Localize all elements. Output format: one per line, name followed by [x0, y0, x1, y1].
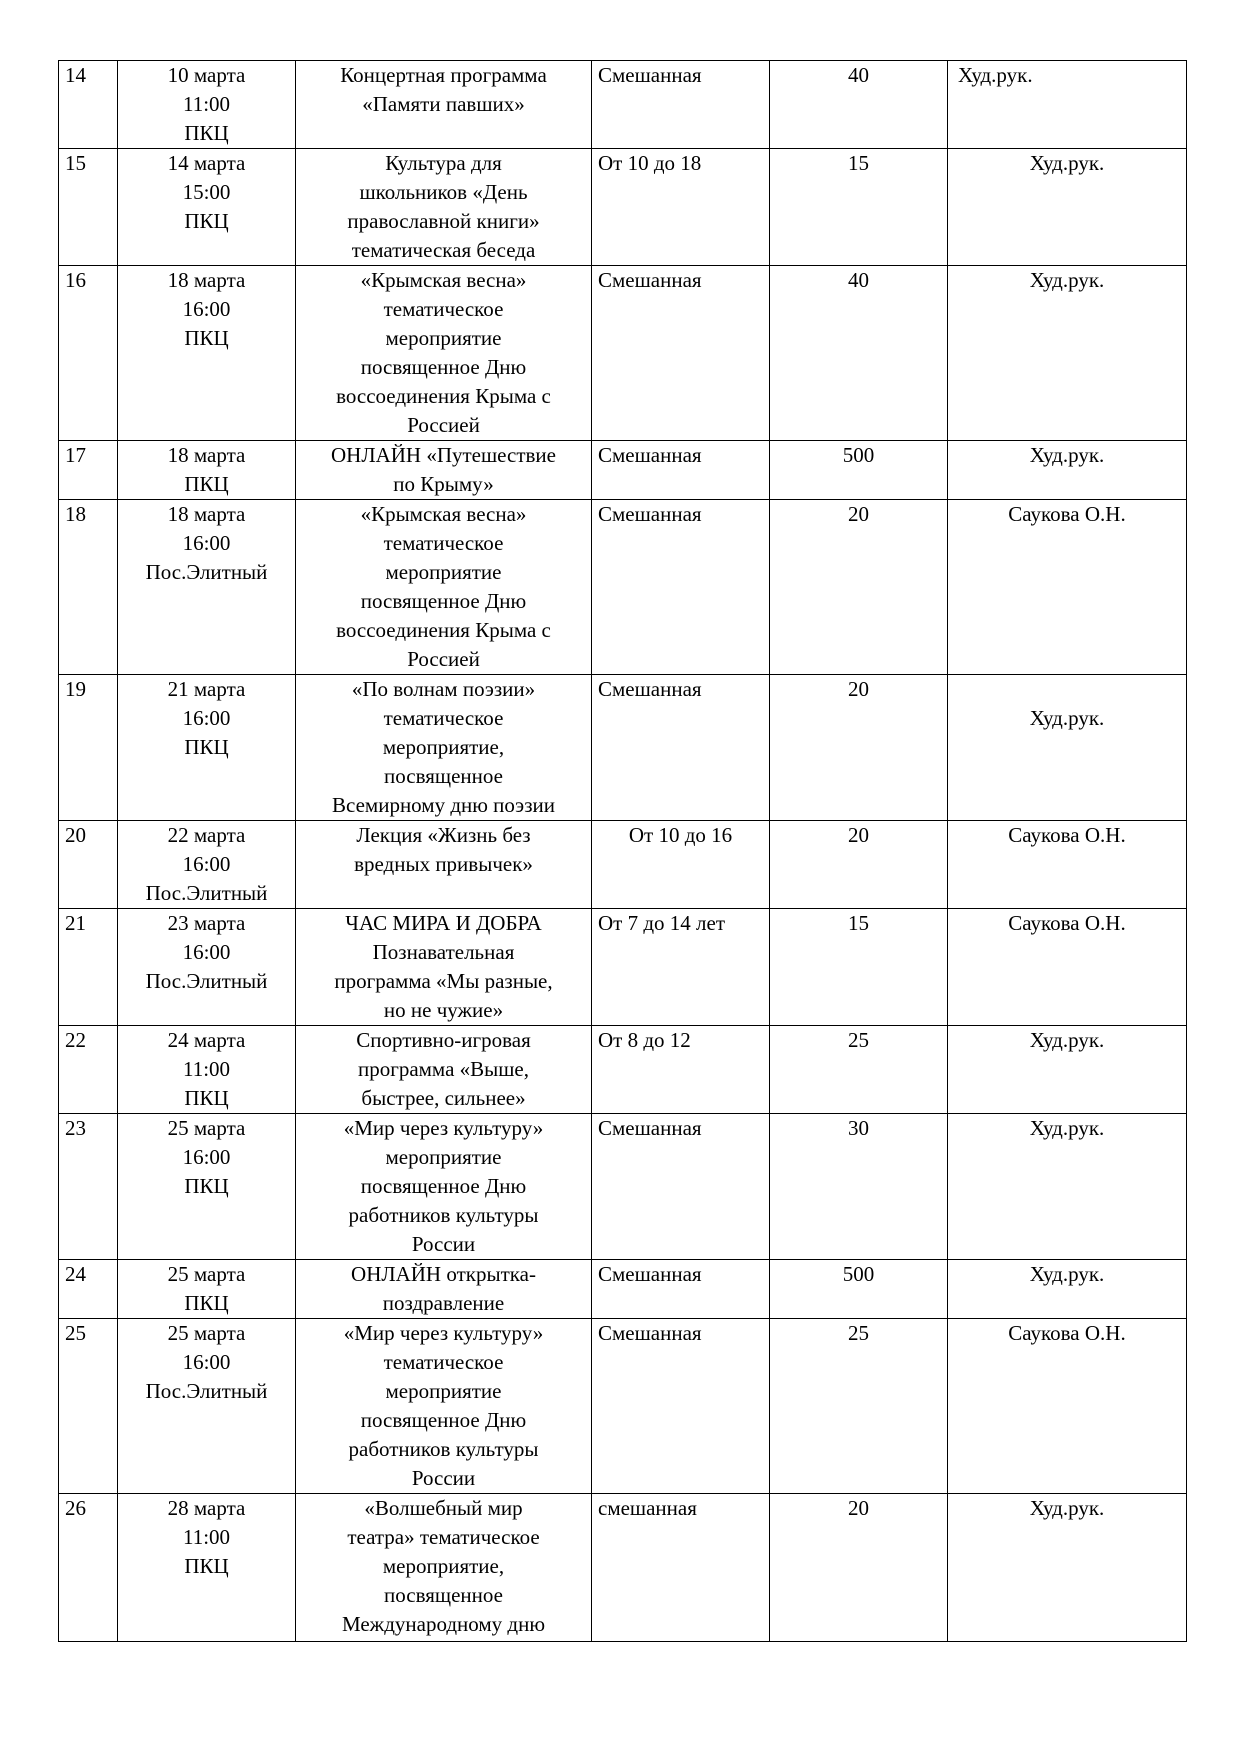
- responsible-cell: [948, 675, 1187, 821]
- date-line: Пос.Элитный: [145, 969, 268, 993]
- title-line: работников культуры: [348, 1203, 539, 1227]
- title-line: ОНЛАЙН открытка-: [351, 1262, 536, 1286]
- audience-text: От 10 до 16: [628, 823, 733, 847]
- num-text: 14: [65, 63, 86, 87]
- date-line: Пос.Элитный: [145, 1379, 268, 1403]
- row-number-cell: [59, 500, 118, 675]
- responsible-text: Саукова О.Н.: [1008, 1321, 1126, 1345]
- date-place-cell: [118, 441, 296, 500]
- title-line: «По волнам поэзии»: [351, 677, 536, 701]
- date-line: 18 марта: [167, 268, 246, 292]
- title-line: «Крымская весна»: [360, 502, 527, 526]
- responsible-cell: [948, 149, 1187, 266]
- title-line: Россией: [407, 413, 480, 437]
- audience-cell: [592, 675, 770, 821]
- title-line: быстрее, сильнее»: [361, 1086, 526, 1110]
- title-line: но не чужие»: [383, 998, 504, 1022]
- title-line: тематическое: [383, 1350, 504, 1374]
- count-text: 40: [848, 268, 869, 292]
- date-line: 14 марта: [167, 151, 246, 175]
- responsible-cell: [948, 1026, 1187, 1114]
- date-line: 16:00: [182, 852, 231, 876]
- title-line: «Памяти павших»: [362, 92, 525, 116]
- title-line: мероприятие: [385, 1145, 502, 1169]
- title-line: воссоединения Крыма с: [336, 384, 551, 408]
- title-line: Концертная программа: [340, 63, 547, 87]
- date-line: 11:00: [182, 1057, 231, 1081]
- responsible-text: Худ.рук.: [1029, 1262, 1105, 1286]
- num-text: 20: [65, 823, 86, 847]
- responsible-text: Худ.рук.: [1029, 443, 1105, 467]
- count-text: 40: [848, 63, 869, 87]
- table-row: [59, 149, 1187, 266]
- row-number-cell: [59, 266, 118, 441]
- responsible-text: Худ.рук.: [1029, 1496, 1105, 1520]
- event-title-cell: [296, 1260, 592, 1319]
- attendance-count-cell: [770, 821, 948, 909]
- title-line: посвященное Дню: [360, 589, 527, 613]
- date-line: 16:00: [182, 297, 231, 321]
- count-text: 20: [848, 1496, 869, 1520]
- event-title-cell: [296, 675, 592, 821]
- date-line: 25 марта: [167, 1262, 246, 1286]
- responsible-text: Худ.рук.: [1029, 151, 1105, 175]
- table-row: [59, 266, 1187, 441]
- title-line: тематическое: [383, 531, 504, 555]
- attendance-count-cell: [770, 266, 948, 441]
- count-text: 500: [842, 1262, 875, 1286]
- audience-text: Смешанная: [598, 1321, 702, 1345]
- title-line: мероприятие,: [382, 735, 505, 759]
- audience-cell: [592, 1114, 770, 1260]
- row-number-cell: [59, 1260, 118, 1319]
- date-line: 10 марта: [167, 63, 246, 87]
- audience-text: Смешанная: [598, 63, 702, 87]
- attendance-count-cell: [770, 1319, 948, 1494]
- audience-text: Смешанная: [598, 677, 702, 701]
- num-text: 21: [65, 911, 86, 935]
- table-row: [59, 1260, 1187, 1319]
- date-place-cell: [118, 1114, 296, 1260]
- date-line: 15:00: [182, 180, 231, 204]
- date-place-cell: [118, 1026, 296, 1114]
- title-line: программа «Выше,: [357, 1057, 530, 1081]
- responsible-text: Худ.рук.: [1029, 268, 1105, 292]
- date-place-cell: [118, 61, 296, 149]
- title-line: «Крымская весна»: [360, 268, 527, 292]
- event-title-cell: [296, 1319, 592, 1494]
- attendance-count-cell: [770, 500, 948, 675]
- title-line: «Мир через культуру»: [343, 1116, 544, 1140]
- count-text: 25: [848, 1028, 869, 1052]
- responsible-cell: [948, 500, 1187, 675]
- title-line: Россией: [407, 647, 480, 671]
- row-number-cell: [59, 675, 118, 821]
- audience-text: Смешанная: [598, 443, 702, 467]
- title-line: мероприятие: [385, 326, 502, 350]
- table-row: [59, 1026, 1187, 1114]
- events-table: [58, 60, 1187, 1642]
- responsible-cell: [948, 441, 1187, 500]
- row-number-cell: [59, 1494, 118, 1642]
- event-title-cell: [296, 500, 592, 675]
- title-line: программа «Мы разные,: [334, 969, 553, 993]
- date-line: 23 марта: [167, 911, 246, 935]
- date-line: 22 марта: [167, 823, 246, 847]
- responsible-text: Худ.рук.: [1029, 706, 1105, 730]
- audience-text: Смешанная: [598, 1116, 702, 1140]
- title-line: посвященное Дню: [360, 355, 527, 379]
- title-line: Познавательная: [372, 940, 515, 964]
- title-line: «Волшебный мир: [364, 1496, 523, 1520]
- event-title-cell: [296, 61, 592, 149]
- event-title-cell: [296, 909, 592, 1026]
- date-place-cell: [118, 821, 296, 909]
- title-line: Спортивно-игровая: [356, 1028, 531, 1052]
- responsible-cell: [948, 1319, 1187, 1494]
- num-text: 22: [65, 1028, 86, 1052]
- title-line: ОНЛАЙН «Путешествие: [331, 443, 556, 467]
- title-line: посвященное Дню: [360, 1174, 527, 1198]
- date-line: 21 марта: [167, 677, 246, 701]
- date-line: 16:00: [182, 1350, 231, 1374]
- num-text: 16: [65, 268, 86, 292]
- table-row: [59, 1494, 1187, 1642]
- title-line: «Мир через культуру»: [343, 1321, 544, 1345]
- event-title-cell: [296, 1114, 592, 1260]
- title-line: мероприятие: [385, 560, 502, 584]
- count-text: 500: [842, 443, 875, 467]
- audience-cell: [592, 1260, 770, 1319]
- event-title-cell: [296, 821, 592, 909]
- audience-cell: [592, 1319, 770, 1494]
- responsible-cell: [948, 909, 1187, 1026]
- num-text: 18: [65, 502, 86, 526]
- title-line: мероприятие,: [382, 1554, 505, 1578]
- responsible-text: Саукова О.Н.: [1008, 502, 1126, 526]
- responsible-cell: [948, 1114, 1187, 1260]
- audience-text: Смешанная: [598, 1262, 702, 1286]
- date-place-cell: [118, 675, 296, 821]
- event-title-cell: [296, 266, 592, 441]
- responsible-cell: [948, 1494, 1187, 1642]
- date-place-cell: [118, 1260, 296, 1319]
- date-line: ПКЦ: [184, 121, 229, 145]
- date-line: 11:00: [182, 1525, 231, 1549]
- responsible-cell: [948, 61, 1187, 149]
- num-text: 25: [65, 1321, 86, 1345]
- title-line: тематическое: [383, 706, 504, 730]
- row-number-cell: [59, 909, 118, 1026]
- date-line: 16:00: [182, 940, 231, 964]
- count-text: 20: [848, 502, 869, 526]
- audience-cell: [592, 441, 770, 500]
- title-line: воссоединения Крыма с: [336, 618, 551, 642]
- audience-text: От 7 до 14 лет: [598, 911, 726, 935]
- date-line: 18 марта: [167, 443, 246, 467]
- count-text: 30: [848, 1116, 869, 1140]
- date-line: 25 марта: [167, 1116, 246, 1140]
- date-place-cell: [118, 500, 296, 675]
- title-line: ЧАС МИРА И ДОБРА: [345, 911, 542, 935]
- date-place-cell: [118, 149, 296, 266]
- date-line: ПКЦ: [184, 735, 229, 759]
- title-line: мероприятие: [385, 1379, 502, 1403]
- num-text: 24: [65, 1262, 86, 1286]
- audience-cell: [592, 61, 770, 149]
- date-place-cell: [118, 266, 296, 441]
- attendance-count-cell: [770, 1260, 948, 1319]
- title-line: Культура для: [385, 151, 502, 175]
- date-place-cell: [118, 909, 296, 1026]
- responsible-text: Саукова О.Н.: [1008, 911, 1126, 935]
- date-line: 16:00: [182, 531, 231, 555]
- date-line: ПКЦ: [184, 1554, 229, 1578]
- title-line: посвященное Дню: [360, 1408, 527, 1432]
- date-line: 11:00: [182, 92, 231, 116]
- attendance-count-cell: [770, 149, 948, 266]
- title-line: тематическое: [383, 297, 504, 321]
- date-line: ПКЦ: [184, 209, 229, 233]
- count-text: 15: [848, 911, 869, 935]
- attendance-count-cell: [770, 1114, 948, 1260]
- audience-text: Смешанная: [598, 268, 702, 292]
- table-row: [59, 500, 1187, 675]
- count-text: 15: [848, 151, 869, 175]
- audience-cell: [592, 149, 770, 266]
- title-line: работников культуры: [348, 1437, 539, 1461]
- num-text: 17: [65, 443, 86, 467]
- title-line: православной книги»: [347, 209, 540, 233]
- event-title-cell: [296, 149, 592, 266]
- audience-cell: [592, 266, 770, 441]
- date-line: 24 марта: [167, 1028, 246, 1052]
- title-line: Международному дню: [341, 1612, 546, 1636]
- date-line: 16:00: [182, 1145, 231, 1169]
- date-line: Пос.Элитный: [145, 881, 268, 905]
- audience-cell: [592, 1494, 770, 1642]
- row-number-cell: [59, 1114, 118, 1260]
- responsible-text: Худ.рук.: [1029, 1028, 1105, 1052]
- table-row: [59, 675, 1187, 821]
- responsible-cell: [948, 1260, 1187, 1319]
- audience-text: Смешанная: [598, 502, 702, 526]
- num-text: 15: [65, 151, 86, 175]
- title-line: посвященное: [384, 764, 503, 788]
- count-text: 20: [848, 677, 869, 701]
- responsible-cell: [948, 266, 1187, 441]
- row-number-cell: [59, 61, 118, 149]
- num-text: 19: [65, 677, 86, 701]
- date-line: ПКЦ: [184, 1291, 229, 1315]
- date-line: Пос.Элитный: [145, 560, 268, 584]
- table-row: [59, 61, 1187, 149]
- audience-text: От 10 до 18: [598, 151, 702, 175]
- events-table-body: [59, 61, 1187, 1642]
- title-line: поздравление: [382, 1291, 505, 1315]
- title-line: тематическая беседа: [351, 238, 536, 262]
- audience-text: смешанная: [598, 1496, 697, 1520]
- responsible-text: Худ.рук.: [958, 63, 1033, 87]
- audience-cell: [592, 909, 770, 1026]
- title-line: России: [411, 1466, 476, 1490]
- attendance-count-cell: [770, 441, 948, 500]
- attendance-count-cell: [770, 61, 948, 149]
- date-line: ПКЦ: [184, 1174, 229, 1198]
- attendance-count-cell: [770, 1026, 948, 1114]
- date-line: 25 марта: [167, 1321, 246, 1345]
- date-place-cell: [118, 1494, 296, 1642]
- title-line: Лекция «Жизнь без: [356, 823, 531, 847]
- count-text: 20: [848, 823, 869, 847]
- row-number-cell: [59, 441, 118, 500]
- date-line: ПКЦ: [184, 1086, 229, 1110]
- table-row: [59, 1319, 1187, 1494]
- table-row: [59, 909, 1187, 1026]
- title-line: театра» тематическое: [347, 1525, 540, 1549]
- responsible-cell: [948, 821, 1187, 909]
- responsible-text: Худ.рук.: [1029, 1116, 1105, 1140]
- table-row: [59, 1114, 1187, 1260]
- row-number-cell: [59, 149, 118, 266]
- title-line: России: [411, 1232, 476, 1256]
- title-line: по Крыму»: [393, 472, 494, 496]
- title-line: посвященное: [384, 1583, 503, 1607]
- count-text: 25: [848, 1321, 869, 1345]
- attendance-count-cell: [770, 909, 948, 1026]
- table-row: [59, 441, 1187, 500]
- responsible-text: Саукова О.Н.: [1008, 823, 1126, 847]
- date-line: 18 марта: [167, 502, 246, 526]
- date-line: 16:00: [182, 706, 231, 730]
- date-place-cell: [118, 1319, 296, 1494]
- attendance-count-cell: [770, 1494, 948, 1642]
- row-number-cell: [59, 821, 118, 909]
- num-text: 23: [65, 1116, 86, 1140]
- event-title-cell: [296, 1026, 592, 1114]
- row-number-cell: [59, 1026, 118, 1114]
- title-line: Всемирному дню поэзии: [332, 793, 555, 817]
- attendance-count-cell: [770, 675, 948, 821]
- event-title-cell: [296, 1494, 592, 1642]
- audience-cell: [592, 500, 770, 675]
- date-line: ПКЦ: [184, 326, 229, 350]
- title-line: школьников «День: [359, 180, 528, 204]
- audience-cell: [592, 821, 770, 909]
- date-line: 28 марта: [167, 1496, 246, 1520]
- row-number-cell: [59, 1319, 118, 1494]
- audience-text: От 8 до 12: [598, 1028, 691, 1052]
- date-line: ПКЦ: [184, 472, 229, 496]
- event-title-cell: [296, 441, 592, 500]
- table-row: [59, 821, 1187, 909]
- audience-cell: [592, 1026, 770, 1114]
- num-text: 26: [65, 1496, 86, 1520]
- title-line: вредных привычек»: [354, 852, 533, 876]
